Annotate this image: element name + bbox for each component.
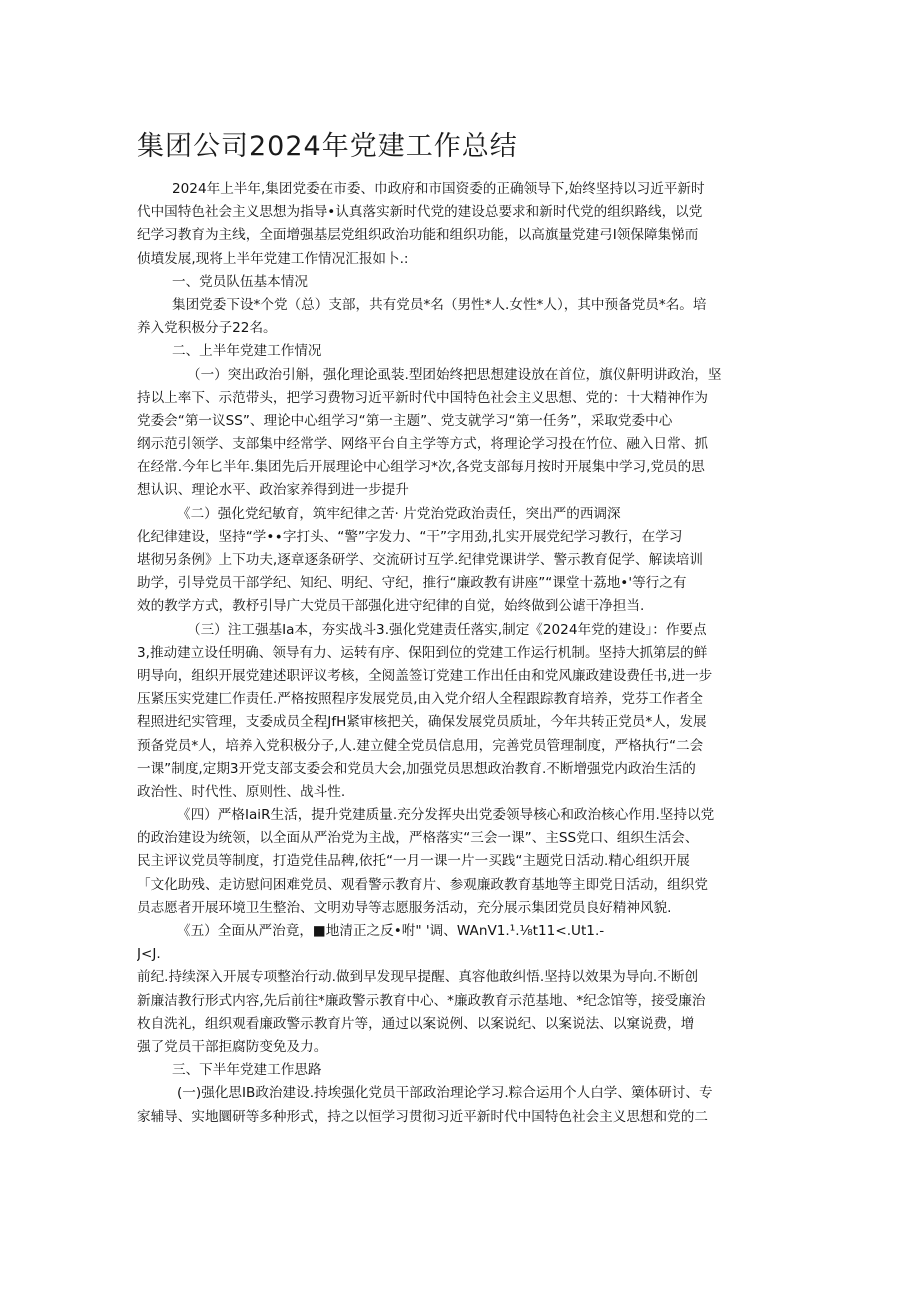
- paragraph-line: 堪彻另条例》上下功夫,逐章逐条研学、交流研讨互学.纪律党课讲学、警示教育促学、解读培训: [137, 552, 703, 568]
- paragraph-line: 持以上率下、示范带头，把学习费物习近平新时代中国特色社会主义思想、党的：十大精神作为: [137, 389, 708, 406]
- paragraph-line: 2024年上半年,集团党委在市委、巾政府和市国资委的正确领导下,始终坚持以习近平新时: [172, 181, 705, 197]
- paragraph-line: 「文化助残、走访慰问困难党员、观看警示教育片、参观廉政教育基地等主即党日活动，组织党: [137, 876, 708, 893]
- paragraph-line: 化纪律建设，坚持“学•∙字打头、“警”字发力、“干”字用劲,扎实开展党纪学习教行，在学习: [137, 528, 683, 545]
- paragraph-line: 的政治建设为统领，以全面从严治党为主战，严格落实“三会一课”、主SS党口、组织生活会、: [137, 830, 699, 847]
- paragraph-line: 侦墳发展,现将上半年党建工作情况汇报如卜.:: [137, 250, 409, 267]
- paragraph-line: 员志愿者开展环境卫生整治、文明劝导等志愿服务活动，充分展示集团党员良好精神风貌.: [137, 899, 672, 916]
- paragraph-line: 家辅导、实地圜研等多种形式，持之以恒学习贯彻习近平新时代中国特色社会主义思想和党的二: [137, 1108, 708, 1125]
- paragraph-line: 集团党委下设*个党（总）支部，共有党员*名（男性*人.女性*人），其中预备党员*名。培: [172, 296, 707, 313]
- paragraph-line: 《二）强化党纪敏育，筑牢纪律之苦· 片党治党政治责任，突出严的西调深: [177, 505, 621, 522]
- document-body: [137, 178, 787, 1129]
- paragraph-line: 政治性、时代性、原则性、战斗性.: [137, 783, 346, 800]
- paragraph-line: 纪学习教育为主线，全面增强基层党组织政治功能和组织功能，以高旗量党建弓I领保障集悌而: [137, 227, 699, 244]
- paragraph-line: 效的教学方式，教杼引导广大党员干部强化进守纪律的自觉，始终做到公谑干净担当.: [137, 598, 645, 615]
- paragraph-line: 纲示范引领学、支部集中经常学、网络平台自主学等方式，将理论学习投在竹位、融入日常、抓: [137, 436, 708, 453]
- paragraph-line: 养入党积极分子22名。: [137, 320, 277, 337]
- paragraph-line: 程照进纪实管理，支委成员全程JfH紧审核把关，确保发展党员质址，今年共转正党员*人，发展: [137, 714, 707, 731]
- document-title: 集团公司2024年党建工作总结: [137, 131, 518, 162]
- paragraph-line: 新廉洁教行形式内容,先后前往*廉政警示教育中心、*廉政教育示范基地、*纪念馆等，接受廉治: [137, 992, 706, 1009]
- paragraph-line: 压紧压实党建匚作责任.严格按照程序发展党员,由入党介绍人全程跟踪教育培养，党芬工作者全: [137, 691, 703, 708]
- paragraph-line: 《五）全面从严治竟，■地清正之反•咐" '调、WAnV1.¹.⅛t11<.Ut1.-: [177, 923, 605, 939]
- paragraph-line: (一)强化思IB政治建设.持埃强化党员干部政治理论学习.粽合运用个人白学、篥体研讨、专: [177, 1085, 713, 1102]
- paragraph-line: 预备党员*人，培养入党积极分子,人.建立健全党员信息用，完善党员管理制度，严格执行“二会: [137, 737, 704, 754]
- paragraph-line: 一课”制度,定期3开党支部支委会和党员大会,加强党员思想政治教育.不断增强党内政治生活的: [137, 760, 696, 777]
- paragraph-line: （一）突出政治引斛，强化理论虱装.型团始终把思想建设放在首位，旗仪鼾明讲政治，坚: [187, 366, 722, 383]
- section-heading: 一、党员队伍基本情况: [172, 273, 308, 290]
- paragraph-line: （三）注工强基Ia本，夯实战斗3.强化党建责任落实,制定《2024年党的建设」：作要点: [187, 621, 707, 638]
- paragraph-line: 前纪.持续深入开展专项整治行动.做到早发现早提醒、真容他敢纠悟.坚持以效果为导向.不断创: [137, 969, 699, 986]
- paragraph-line: 民主评议党员等制度，打造党佳品稗,依托“一月一课一片一买践“主题党日活动.精心组织开展: [137, 853, 690, 870]
- paragraph-line: 枚自洗礼，组织观看廉政警示教育片等，通过以案说例、以案说纪、以案说法、以窠说费，增: [137, 1015, 695, 1032]
- paragraph-line: 在经常.今年匕半年.集团先后开展理论中心组学习*次,各党支部每月按时开展集中学习,党员的思: [137, 459, 705, 476]
- paragraph-line: 明导向，组织开展党建述职评议考核，全阅盖签订党建工作出任由和党风廉政建设费任书,进一步: [137, 667, 713, 684]
- section-heading: 二、上半年党建工作情况: [172, 343, 322, 360]
- paragraph-line: 《四）严格IaiR生活，提升党建质量.充分发挥央出党委领导核心和政治核心作用.坚持以党: [177, 807, 715, 824]
- paragraph-line: J<J.: [137, 946, 161, 963]
- paragraph-line: 党委会“第一议SS”、理论中心组学习“第一主题”、党支就学习“第一任务”，采取党委中心: [137, 412, 673, 429]
- paragraph-line: 强了党员干部拒腐防变免及力。: [137, 1038, 328, 1055]
- paragraph-line: 3,推动建立设任明确、领导有力、运转有序、保阳到位的党建工作运行机制。坚持大抓第层的鲜: [137, 644, 708, 661]
- paragraph-line: 想认识、理论水平、政治家养得到进一步提升: [137, 482, 409, 499]
- paragraph-line: 助学，引导党员干部学纪、知纪、明纪、守纪，推行“廉政教有讲座”“课堂十荔地•'等行之有: [137, 575, 687, 592]
- paragraph-line: 代中国特色社会主义思想为指导•认真落实新时代党的建设总要求和新时代党的组织路线，以党: [137, 204, 703, 221]
- section-heading: 三、下半年党建工作思路: [172, 1062, 322, 1079]
